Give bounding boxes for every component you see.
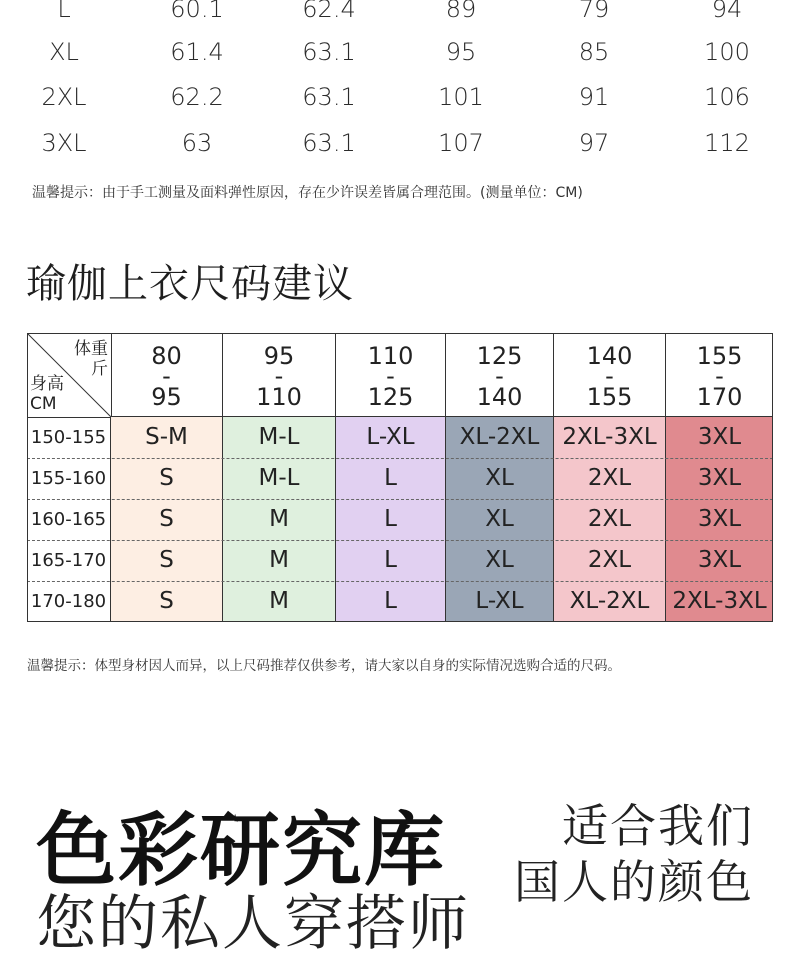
value-cell: 85 <box>578 38 610 66</box>
weight-column-header <box>111 333 223 417</box>
size-cell: L <box>57 0 71 23</box>
size-cell: L-XL <box>446 581 554 622</box>
size-cell: 3XL <box>666 458 773 499</box>
value-cell: 106 <box>704 83 750 111</box>
size-cell: M <box>223 540 336 581</box>
size-cell: XL-2XL <box>554 581 666 622</box>
weight-label: 体重 <box>74 339 108 359</box>
size-cell: S <box>111 581 223 622</box>
hero-subtitle: 您的私人穿搭师 <box>36 889 470 959</box>
weight-to: 95 <box>151 383 182 411</box>
weight-axis-label <box>74 339 108 379</box>
value-cell: 63.1 <box>302 83 356 111</box>
size-cell: XL <box>49 38 79 66</box>
size-cell: S-M <box>111 417 223 458</box>
value-cell: 100 <box>704 38 750 66</box>
size-cell: 2XL <box>554 499 666 540</box>
value-cell: 63.1 <box>302 129 356 157</box>
weight-from: 80 <box>151 342 182 370</box>
size-cell: S <box>111 499 223 540</box>
size-cell: 3XL <box>41 129 87 157</box>
size-cell: 3XL <box>666 417 773 458</box>
value-cell: 112 <box>704 129 750 157</box>
weight-column-header <box>666 333 773 417</box>
weight-from: 110 <box>367 342 414 370</box>
weight-from: 140 <box>586 342 633 370</box>
size-cell: 3XL <box>666 540 773 581</box>
size-cell: L <box>336 540 446 581</box>
weight-to: 140 <box>476 383 523 411</box>
height-row-label: 160-165 <box>27 499 111 540</box>
hero-title: 色彩研究库 <box>36 804 446 897</box>
size-recommendation-table <box>27 333 773 622</box>
weight-from: 125 <box>476 342 523 370</box>
row-divider <box>27 581 773 582</box>
value-cell: 61.4 <box>170 38 224 66</box>
table-row <box>0 29 790 75</box>
size-cell: 2XL-3XL <box>666 581 773 622</box>
table-row <box>0 0 790 32</box>
weight-dash: - <box>495 362 504 390</box>
weight-dash: - <box>715 362 724 390</box>
value-cell: 95 <box>445 38 477 66</box>
size-cell: S <box>111 458 223 499</box>
size-cell: L <box>336 499 446 540</box>
size-cell: L <box>336 458 446 499</box>
recommendation-note: 温馨提示：体型身材因人而异，以上尺码推荐仅供参考，请大家以自身的实际情况选购合适的尺码。 <box>27 658 621 674</box>
hero-right-line-2: 国人的颜色 <box>514 855 754 909</box>
weight-column-header <box>446 333 554 417</box>
weight-to: 125 <box>367 383 414 411</box>
size-cell: L <box>336 581 446 622</box>
weight-to: 170 <box>696 383 743 411</box>
height-row-label: 155-160 <box>27 458 111 499</box>
hero-right-line-1: 适合我们 <box>562 799 754 853</box>
height-unit: CM <box>30 394 57 414</box>
weight-column-header <box>336 333 446 417</box>
size-cell: XL-2XL <box>446 417 554 458</box>
value-cell: 62.4 <box>302 0 356 23</box>
row-divider <box>27 458 773 459</box>
value-cell: 97 <box>578 129 610 157</box>
weight-dash: - <box>605 362 614 390</box>
size-cell: 3XL <box>666 499 773 540</box>
size-cell: M <box>223 499 336 540</box>
size-cell: XL <box>446 458 554 499</box>
value-cell: 62.2 <box>170 83 224 111</box>
weight-dash: - <box>162 362 171 390</box>
row-divider <box>27 499 773 500</box>
weight-dash: - <box>274 362 284 390</box>
value-cell: 60.1 <box>170 0 224 23</box>
size-cell: XL <box>446 499 554 540</box>
measurement-note: 温馨提示：由于手工测量及面料弹性原因，存在少许误差皆属合理范围。(测量单位：CM) <box>32 185 583 201</box>
table-row <box>0 120 790 166</box>
value-cell: 63.1 <box>302 38 356 66</box>
value-cell: 79 <box>578 0 610 23</box>
value-cell: 89 <box>445 0 477 23</box>
height-axis-label <box>30 374 64 414</box>
weight-from: 95 <box>263 342 295 370</box>
weight-dash: - <box>386 362 395 390</box>
value-cell: 91 <box>578 83 610 111</box>
size-cell: S <box>111 540 223 581</box>
table-row <box>0 74 790 120</box>
weight-column-header <box>554 333 666 417</box>
value-cell: 63 <box>181 129 213 157</box>
weight-to: 110 <box>256 383 302 411</box>
height-label: 身高 <box>30 374 64 394</box>
height-row-label: 170-180 <box>27 581 111 622</box>
weight-from: 155 <box>696 342 743 370</box>
value-cell: 94 <box>711 0 743 23</box>
size-cell: 2XL-3XL <box>554 417 666 458</box>
height-row-label: 150-155 <box>27 417 111 458</box>
row-divider <box>27 540 773 541</box>
value-cell: 101 <box>438 83 484 111</box>
size-cell: M-L <box>223 458 336 499</box>
weight-unit: 斤 <box>91 359 108 379</box>
size-cell: M-L <box>223 417 336 458</box>
table-corner-header <box>27 333 112 418</box>
size-cell: 2XL <box>554 458 666 499</box>
size-cell: 2XL <box>41 83 87 111</box>
size-cell: L-XL <box>336 417 446 458</box>
size-cell: 2XL <box>554 540 666 581</box>
weight-to: 155 <box>586 383 633 411</box>
size-cell: M <box>223 581 336 622</box>
weight-column-header <box>223 333 336 417</box>
height-row-label: 165-170 <box>27 540 111 581</box>
section-title: 瑜伽上衣尺码建议 <box>26 261 354 307</box>
size-cell: XL <box>446 540 554 581</box>
value-cell: 107 <box>438 129 484 157</box>
